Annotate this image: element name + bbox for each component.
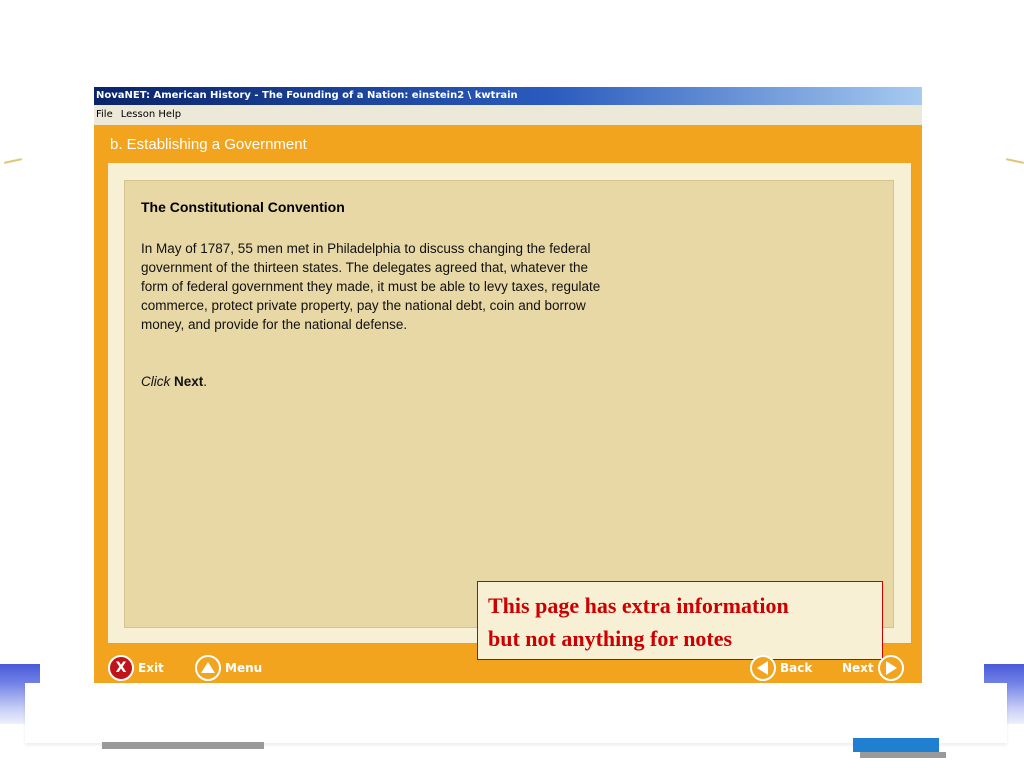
menu-bar: [94, 105, 922, 125]
menu-button[interactable]: [195, 653, 262, 683]
annotation-callout: [477, 581, 883, 660]
triangle-up-icon: [195, 655, 221, 681]
lesson-title: b. Establishing a Government: [110, 136, 307, 153]
slide-footer-tab: [853, 738, 939, 752]
next-button[interactable]: [842, 653, 904, 683]
decorative-dash-left: [4, 158, 22, 164]
slide-footer-bar-left: [102, 742, 264, 749]
content-frame: [108, 163, 911, 643]
menu-item-file[interactable]: File: [96, 109, 113, 120]
menu-label: Menu: [225, 661, 263, 675]
arrow-left-icon: [750, 655, 776, 681]
content-panel: [124, 180, 894, 628]
callout-line-1: This page has extra information: [488, 593, 789, 618]
back-button[interactable]: [750, 653, 812, 683]
slide-footer-panel: [25, 683, 1007, 743]
decorative-dash-right: [1006, 158, 1024, 164]
app-window: [94, 87, 922, 683]
window-titlebar: NovaNET: American History - The Founding of a Nation: einstein2 \ kwtrain: [94, 87, 922, 105]
menu-item-lesson-help[interactable]: Lesson Help: [120, 109, 182, 120]
lesson-body: [94, 125, 922, 683]
slide-footer-bar-right: [860, 752, 946, 758]
arrow-right-icon: [878, 655, 904, 681]
exit-button[interactable]: [108, 653, 164, 683]
lesson-paragraph: In May of 1787, 55 men met in Philadelphia to discuss changing the federal government of the thirteen states. The delegates agreed that, whatever the form of federal government they made, it must be able to levy taxes, regulate commerce, protect private property, pay the national debt, coin and borrow money, and provide for the national defense.: [141, 241, 601, 332]
back-label: Back: [780, 661, 813, 675]
click-prefix: Click: [141, 374, 171, 389]
next-label: Next: [842, 661, 874, 675]
callout-line-2: but not anything for notes: [488, 626, 733, 651]
section-heading: The Constitutional Convention: [141, 199, 345, 215]
click-target: Next: [174, 374, 204, 389]
click-suffix: .: [203, 374, 208, 389]
exit-label: Exit: [138, 661, 164, 675]
click-instruction: [141, 374, 207, 389]
close-icon: X: [108, 655, 134, 681]
